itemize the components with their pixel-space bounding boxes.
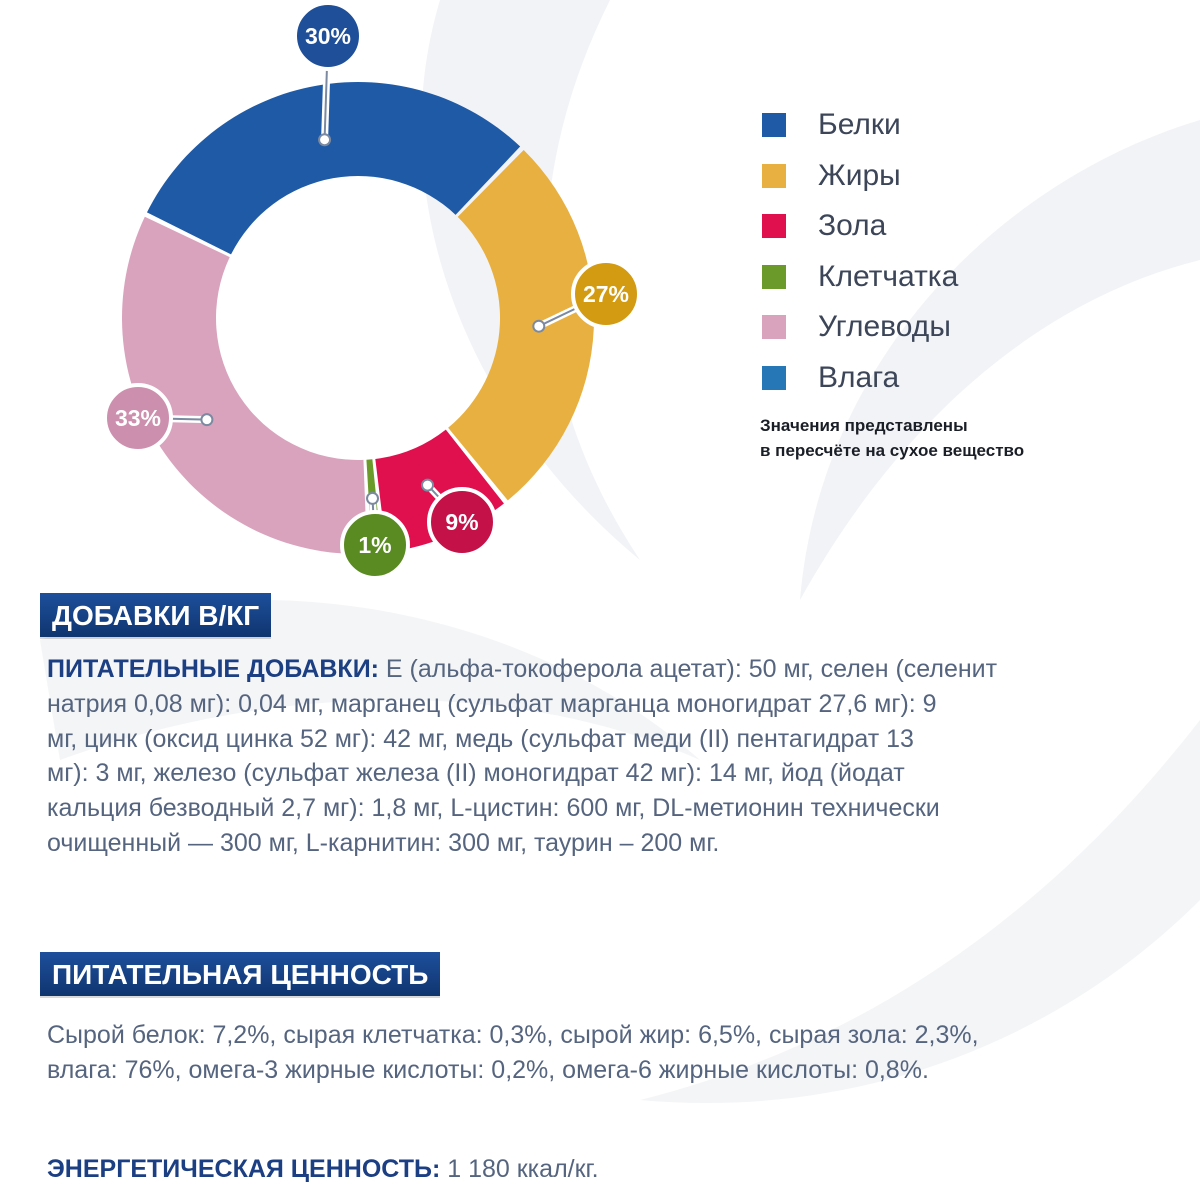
- energy-lead: ЭНЕРГЕТИЧЕСКАЯ ЦЕННОСТЬ:: [47, 1155, 441, 1183]
- additives-section-title: ДОБАВКИ В/КГ: [40, 593, 271, 637]
- energy-value: 1 180 ккал/кг.: [440, 1155, 599, 1183]
- legend-swatch: [762, 113, 786, 137]
- legend-swatch: [762, 265, 786, 289]
- legend-label: Влага: [818, 360, 900, 394]
- donut-slice-Жиры: [448, 150, 594, 500]
- legend-item: [762, 302, 958, 353]
- value-label: 1%: [358, 532, 392, 558]
- additives-line: мг): 3 мг, железо (сульфат железа (II) моногидрат 42 мг): 14 мг, йод (йодат: [47, 759, 905, 788]
- legend-swatch: [762, 164, 786, 188]
- leader-dot: [533, 321, 544, 332]
- donut-slice-Углеводы: [122, 217, 367, 554]
- additives-line: [47, 652, 997, 687]
- value-label: 27%: [582, 281, 630, 307]
- chart-note-line: в пересчёте на сухое вещество: [760, 441, 1025, 460]
- leader-dot: [319, 134, 330, 145]
- additives-line: кальция безводный 2,7 мг): 1,8 мг, L-цистин: 600 мг, DL-метионин технически: [47, 794, 940, 823]
- legend-item: [762, 151, 958, 202]
- additives-text: [47, 652, 997, 861]
- nutrition-text: [47, 1018, 979, 1088]
- donut-slice-Белки: [147, 82, 520, 254]
- legend-label: Белки: [818, 108, 901, 142]
- leader-dot: [201, 414, 212, 425]
- chart-note: [760, 413, 1024, 463]
- legend-label: Углеводы: [818, 310, 951, 344]
- donut-chart: [0, 0, 720, 600]
- nutrition-line: Сырой белок: 7,2%, сырая клетчатка: 0,3%, сырой жир: 6,5%, сырая зола: 2,3%,: [47, 1021, 979, 1049]
- legend-swatch: [762, 315, 786, 339]
- additives-line: очищенный — 300 мг, L-карнитин: 300 мг, таурин – 200 мг.: [47, 828, 720, 857]
- leader-dot: [422, 480, 433, 491]
- legend-label: Жиры: [818, 158, 901, 192]
- value-label: 33%: [114, 405, 162, 431]
- legend-label: Клетчатка: [818, 259, 959, 293]
- chart-legend: [762, 100, 958, 403]
- legend-swatch: [762, 214, 786, 238]
- legend-label: Зола: [818, 209, 887, 243]
- additives-line: мг, цинк (оксид цинка 52 мг): 42 мг, медь (сульфат меди (II) пентагидрат 13: [47, 724, 914, 753]
- legend-item: [762, 100, 958, 151]
- additives-line: натрия 0,08 мг): 0,04 мг, марганец (сульфат марганца моногидрат 27,6 мг): 9: [47, 689, 937, 718]
- legend-item: [762, 353, 958, 404]
- nutrition-line: влага: 76%, омега-3 жирные кислоты: 0,2%, омега-6 жирные кислоты: 0,8%.: [47, 1055, 929, 1084]
- energy-line: [47, 1152, 599, 1187]
- value-label: 30%: [304, 23, 352, 49]
- legend-item: [762, 252, 958, 303]
- additives-lead: ПИТАТЕЛЬНЫЕ ДОБАВКИ:: [47, 655, 379, 683]
- energy-text: [47, 1152, 599, 1187]
- chart-note-line: Значения представлены: [760, 416, 968, 435]
- leader-dot: [367, 493, 378, 504]
- additives-line-text: Е (альфа-токоферола ацетат): 50 мг, селен (селенит: [378, 655, 998, 683]
- nutrition-section-title: ПИТАТЕЛЬНАЯ ЦЕННОСТЬ: [40, 952, 440, 996]
- legend-item: [762, 201, 958, 252]
- legend-swatch: [762, 366, 786, 390]
- value-label: 9%: [445, 509, 479, 535]
